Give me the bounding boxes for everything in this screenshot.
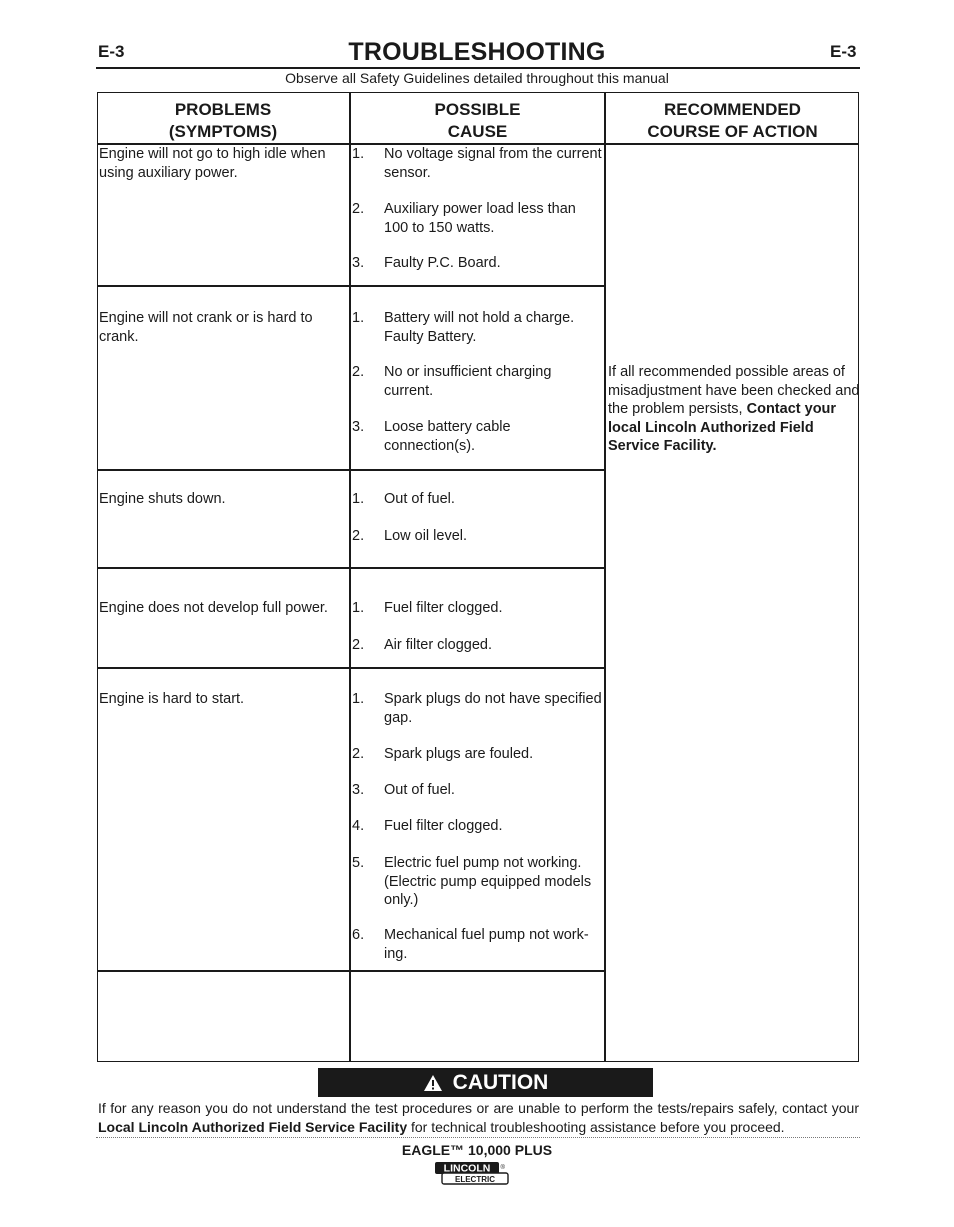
row-divider (97, 667, 605, 669)
cause-item: 2. No or insufficient charging current. (352, 364, 552, 399)
column-divider (349, 92, 351, 1062)
row-divider (97, 567, 605, 569)
recommended-action: If all recommended possible areas of misadjustment have been checked and the problem persists, Contact your local Lincoln Authorized Field Service Facility. (608, 364, 860, 454)
header-action: RECOMMENDED COURSE OF ACTION (647, 100, 818, 141)
cause-item: 5. Electric fuel pump not working. (Electric pump equipped models only.) (352, 855, 592, 908)
svg-text:®: ® (500, 1165, 505, 1171)
cause-item: 1. Battery will not hold a charge. Faulty Battery. (352, 310, 575, 345)
row-divider (97, 970, 605, 972)
cause-item: 1. Out of fuel. (352, 491, 455, 507)
symptom-cell: Engine is hard to start. (99, 691, 245, 707)
row-divider (97, 469, 605, 471)
cause-item: 3. Loose battery cable connection(s). (352, 419, 511, 454)
column-divider (604, 92, 606, 1062)
caution-label: CAUTION (452, 1070, 549, 1094)
page-number-right: E-3 (830, 42, 857, 61)
cause-item: 2. Auxiliary power load less than 100 to 150 watts. (352, 201, 576, 236)
cause-item: 2. Low oil level. (352, 528, 468, 544)
cause-item: 1. Fuel filter clogged. (352, 600, 503, 616)
row-divider (97, 285, 605, 287)
header-problems: PROBLEMS (SYMPTOMS) (168, 100, 278, 141)
title-rule (96, 67, 860, 69)
header-cause: POSSIBLE CAUSE (434, 100, 521, 141)
warning-triangle-icon (423, 1074, 443, 1092)
footer-rule (96, 1137, 860, 1138)
page-number-left: E-3 (98, 42, 125, 61)
symptom-cell: Engine shuts down. (99, 491, 226, 507)
cause-item: 4. Fuel filter clogged. (352, 818, 503, 834)
lincoln-electric-logo (434, 1161, 510, 1186)
page-title: TROUBLESHOOTING (348, 38, 606, 66)
caution-text: If for any reason you do not understand the test procedures or are unable to perform the tests/repairs safely, contact your Local Lincoln Authorized Field Service Facility for technical troubleshooting assistance before you proceed. (98, 1100, 859, 1135)
symptom-cell: Engine does not develop full power. (99, 600, 328, 616)
cause-item: 1. No voltage signal from the current sensor. (352, 146, 602, 181)
cause-item: 2. Air filter clogged. (352, 637, 492, 653)
cause-item: 3. Faulty P.C. Board. (352, 255, 501, 271)
cause-item: 2. Spark plugs are fouled. (352, 746, 534, 762)
symptom-cell: Engine will not go to high idle when using auxiliary power. (99, 146, 326, 181)
caution-banner (318, 1068, 653, 1097)
symptom-cell: Engine will not crank or is hard to crank. (99, 310, 313, 345)
cause-item: 3. Out of fuel. (352, 782, 455, 798)
product-name: EAGLE™ 10,000 PLUS (401, 1142, 553, 1158)
cause-item: 6. Mechanical fuel pump not work-ing. (352, 927, 589, 962)
svg-text:LINCOLN: LINCOLN (443, 1162, 491, 1175)
table-frame (97, 92, 859, 1062)
cause-item: 1. Spark plugs do not have specified gap. (352, 691, 602, 726)
safety-note: Observe all Safety Guidelines detailed throughout this manual (285, 70, 669, 86)
svg-text:ELECTRIC: ELECTRIC (455, 1175, 495, 1184)
